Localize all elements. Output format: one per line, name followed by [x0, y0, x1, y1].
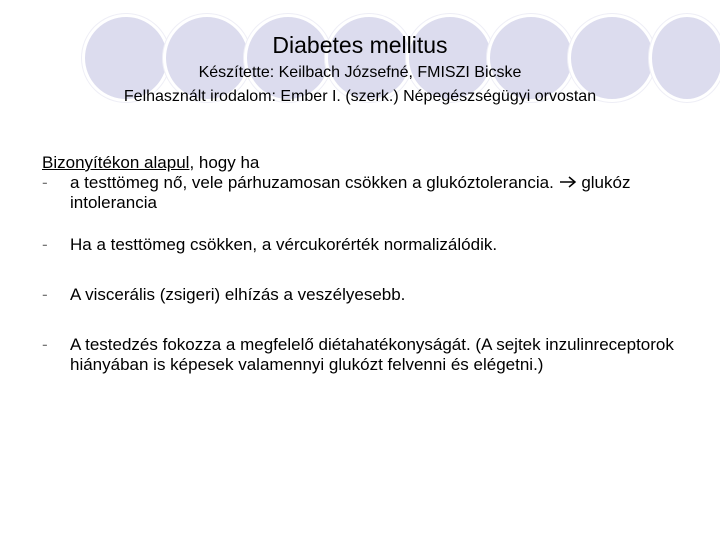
bullet-dash: -: [42, 335, 48, 354]
slide-title: [0, 32, 720, 59]
list-item-after-arrow: glukóz intolerancia: [70, 173, 631, 212]
list-item: [42, 335, 692, 375]
list-item: [42, 235, 692, 255]
list-item-text: A testedzés fokozza a megfelelő diétahatékonyságát. (A sejtek inzulinreceptorok hiányában is képesek valamennyi glukózt felvenni és elégetni.): [70, 335, 674, 374]
intro-underlined: Bizonyítékon alapul: [42, 153, 190, 172]
list-item: [42, 173, 692, 213]
source-line: [0, 88, 720, 106]
bullet-dash: -: [42, 285, 48, 304]
intro-rest: , hogy ha: [189, 153, 260, 172]
intro-line: [42, 153, 692, 173]
list-item-text: Ha a testtömeg csökken, a vércukorérték normalizálódik.: [70, 235, 498, 254]
author-line-text: Készítette: Keilbach Józsefné, FMISZI Bicske: [198, 64, 522, 81]
bullet-dash: -: [42, 173, 48, 192]
slide-body: [42, 153, 692, 375]
bullet-dash: -: [42, 235, 48, 254]
list-item-text: A viscerális (zsigeri) elhízás a veszélyesebb.: [70, 285, 406, 304]
source-line-text: Felhasznált irodalom: Ember I. (szerk.) Népegészségügyi orvostan: [123, 88, 597, 105]
slide-title-text: Diabetes mellitus: [272, 32, 448, 58]
list-item-text: a testtömeg nő, vele párhuzamosan csökken a glukóztolerancia.: [70, 173, 554, 192]
list-item: [42, 285, 692, 305]
author-line: [0, 64, 720, 82]
right-arrow-icon: [559, 176, 577, 188]
